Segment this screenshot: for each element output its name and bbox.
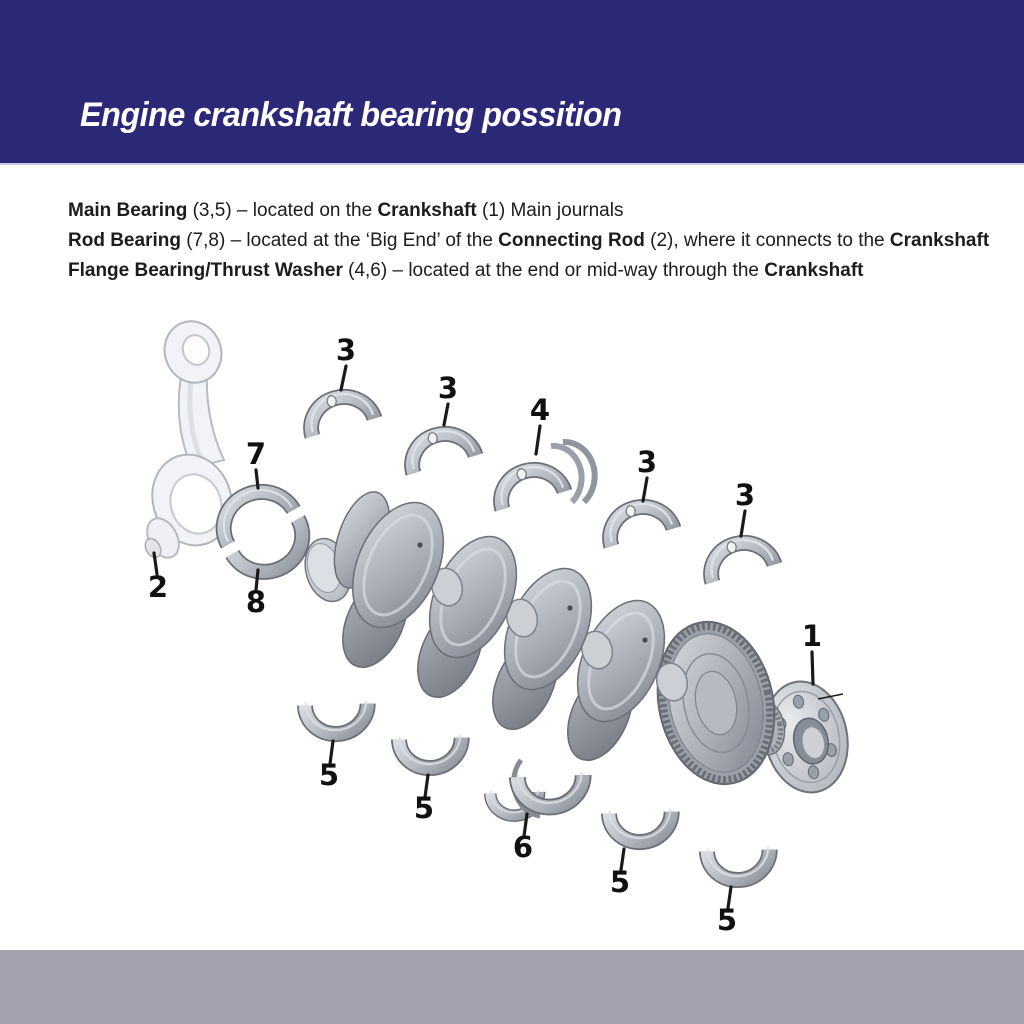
text-segment: (3,5) – located on the	[187, 200, 378, 221]
callout-8: 8	[245, 585, 267, 619]
leader-line-1	[812, 652, 813, 684]
callout-3b: 3	[437, 371, 459, 405]
crankshaft	[298, 485, 857, 800]
footer-strip	[0, 950, 1024, 1024]
callout-5d: 5	[716, 903, 738, 937]
leader-line-3a	[341, 366, 346, 390]
rod-bearing-lower-2	[398, 726, 466, 773]
callout-3d: 3	[734, 478, 756, 512]
leader-line-3c	[643, 478, 647, 501]
thrust-washer-lower	[490, 760, 588, 819]
rod-shank	[179, 370, 224, 468]
description-block	[68, 196, 998, 286]
rod-bearing-lower-4	[706, 838, 774, 885]
rod-bearing-lower-1	[304, 692, 372, 739]
header-banner	[0, 0, 1024, 165]
rod-bearing-shell-pair	[216, 482, 310, 581]
main-bearing-shell-4	[707, 536, 776, 582]
oil-hole	[642, 637, 647, 642]
text-segment: Crankshaft	[889, 230, 990, 251]
callout-5c: 5	[609, 865, 631, 899]
text-segment: (2), where it connects to the	[644, 230, 890, 251]
callout-3a: 3	[335, 333, 357, 367]
desc-line-main-bearing	[68, 196, 998, 226]
page-title: Engine crankshaft bearing possition	[80, 96, 622, 134]
crankshaft-diagram	[0, 300, 1024, 950]
text-segment: Connecting Rod	[498, 230, 645, 251]
text-segment: Crankshaft	[377, 200, 477, 221]
callout-3c: 3	[636, 445, 658, 479]
text-segment: (1) Main journals	[476, 200, 624, 221]
callout-7: 7	[245, 437, 267, 471]
text-segment: Flange Bearing/Thrust Washer	[68, 260, 343, 281]
callout-1: 1	[801, 619, 823, 653]
text-segment: Main Bearing	[68, 200, 188, 221]
desc-line-flange-bearing	[68, 256, 998, 286]
oil-hole	[417, 542, 422, 547]
callout-6: 6	[512, 830, 534, 864]
callout-5b: 5	[413, 791, 435, 825]
text-segment: (7,8) – located at the ‘Big End’ of the	[180, 230, 499, 251]
text-segment: Crankshaft	[764, 260, 864, 281]
rod-bearing-lower-3	[608, 800, 676, 847]
callout-4: 4	[529, 393, 551, 427]
main-bearing-shell-3	[606, 500, 675, 546]
thrust-washer-upper	[497, 442, 595, 509]
text-segment: Rod Bearing	[68, 230, 181, 251]
main-bearing-shell-2	[408, 427, 477, 473]
callout-5a: 5	[318, 758, 340, 792]
leader-line-4	[536, 426, 540, 454]
desc-line-rod-bearing	[68, 226, 998, 256]
oil-hole	[567, 605, 572, 610]
leader-line-3b	[444, 404, 448, 425]
callout-2: 2	[147, 570, 169, 604]
leader-line-7	[256, 470, 258, 488]
main-bearing-shell-1	[307, 390, 376, 436]
leader-line-3d	[741, 511, 745, 536]
text-segment: (4,6) – located at the end or mid-way through the	[342, 260, 765, 281]
